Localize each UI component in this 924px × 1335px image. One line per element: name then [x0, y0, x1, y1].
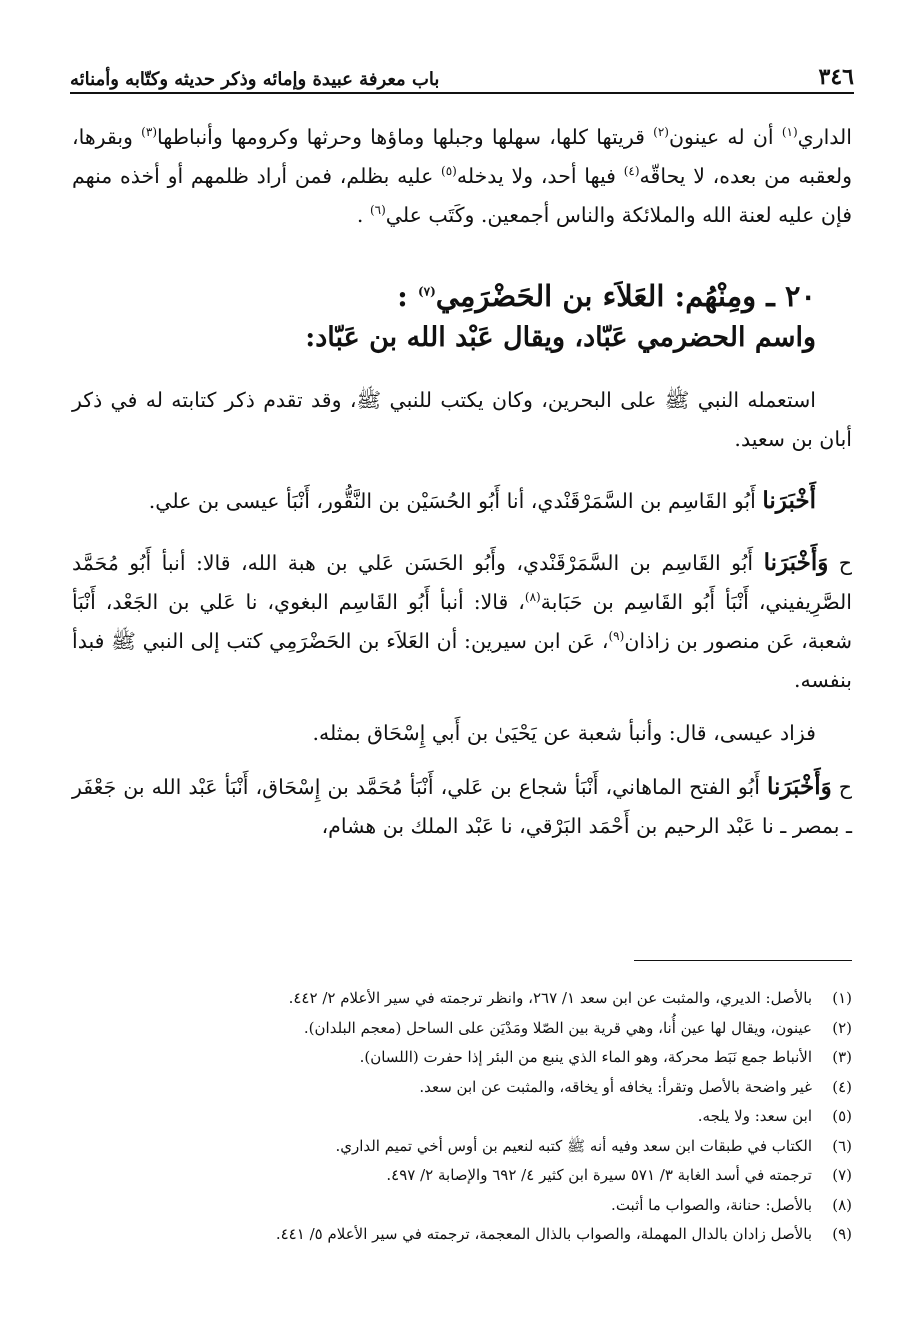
text-run: ، عَن ابن سيرين: أن العَلاَء بن الحَضْرَمِي كتب إلى النبي ﷺ فبدأ بنفسه.: [72, 629, 852, 692]
footnote-item: [72, 1191, 852, 1221]
text-run: أَبُو القَاسِم بن السَّمَرْقَنْدي، وأَبُو الحَسَن عَلي بن هبة الله، قالا: أنبأ أَبُو مُحَمَّد الصَّرِيفيني، أَنْبَأ أَبُو القَاسِم بن حَبَابة: [72, 551, 852, 614]
footnote-text: الأنباط جمع نَبَط محركة، وهو الماء الذي ينبع من البئر إذا حفرت (اللسان).: [359, 1048, 812, 1066]
footnote-text: بالأصل: حنانة، والصواب ما أثبت.: [611, 1195, 812, 1214]
footnote-item: [72, 1102, 852, 1132]
keyword-akhbarana: وَأَخْبَرَنا: [763, 549, 829, 576]
text-run: أَبُو الفتح الماهاني، أَنْبَأ شجاع بن عَلي، أَنْبَأ مُحَمَّد بن إِسْحَاق، أَنْبَأ عَبْد الله بن جَعْفَر ـ بمصر ـ نا عَبْد الرحيم بن أَحْمَد البَرْقي، نا عَبْد الملك بن هشام،: [72, 775, 852, 838]
footnote-text: بالأصل زادان بالدال المهملة، والصواب بالذال المعجمة، ترجمته في سير الأعلام ٥/ ٤٤١.: [275, 1225, 812, 1243]
footnote-item: [72, 1220, 852, 1250]
main-text: [72, 118, 852, 846]
footnote-item: [72, 1043, 852, 1073]
text-run: فيها أحد، ولا يدخله: [456, 164, 624, 188]
footnote-number: (١): [832, 989, 852, 1007]
text-run: ، قالا: أنبأ أَبُو القَاسِم البغوي، نا عَلي بن الجَعْد، أَنْبَأ شعبة، عَن منصور بن زاذان: [72, 590, 853, 653]
header-rule: [70, 92, 854, 94]
section-heading: [72, 275, 852, 359]
footnote-ref[interactable]: (٣): [141, 125, 157, 140]
paragraph-isnad-1: [72, 481, 852, 521]
text-run: قريتها كلها، سهلها وجبلها وماؤها وحرثها وكرومها وأنباطها: [157, 125, 654, 149]
heading-text: :: [397, 279, 418, 313]
heading-line-1: [397, 279, 816, 313]
footnote-ref[interactable]: (٦): [369, 203, 386, 218]
footnote-item: [72, 1161, 852, 1191]
footnote-number: (٢): [832, 1018, 852, 1037]
heading-line-2: واسم الحضرمي عَبّاد، ويقال عَبْد الله بن عَبّاد:: [305, 322, 816, 353]
footnote-text: الكتاب في طبقات ابن سعد وفيه أنه ﷺ كتبه لنعيم بن أوس أخي تميم الداري.: [335, 1136, 812, 1155]
footnote-number: (٨): [832, 1195, 852, 1214]
footnote-item: [72, 1132, 852, 1162]
ha-marker: ح: [828, 551, 853, 575]
paragraph-addition: فزاد عيسى، قال: وأنبأ شعبة عن يَحْيَىٰ بن أَبي إِسْحَاق بمثله.: [312, 721, 816, 745]
ha-marker: ح: [831, 775, 853, 799]
footnote-text: عينون، ويقال لها عين أُنا، وهي قرية بين الصّلا ومَدْيَن على الساحل (معجم البلدان).: [303, 1018, 812, 1037]
footnote-ref[interactable]: (٢): [653, 125, 669, 140]
text-run: .: [356, 203, 370, 227]
paragraph-letter-text: [72, 118, 852, 235]
footnote-number: (٦): [832, 1136, 852, 1155]
page-header: [70, 56, 854, 90]
footnote-ref[interactable]: (٥): [441, 164, 457, 179]
footnote-text: ابن سعد: ولا يلجه.: [697, 1107, 812, 1125]
footnote-ref[interactable]: (١): [781, 125, 798, 140]
footnote-separator: [634, 960, 852, 961]
paragraph-intro: استعمله النبي ﷺ على البحرين، وكان يكتب للنبي ﷺ، وقد تقدم ذكر كتابته له في ذكر أبان بن سعيد.: [72, 388, 852, 451]
footnote-item: [72, 984, 852, 1014]
text-run: الداري: [797, 125, 852, 149]
footnote-text: غير واضحة بالأصل وتقرأ: يخافه أو يخاقه، والمثبت عن ابن سعد.: [419, 1077, 812, 1096]
footnote-item: [72, 1073, 852, 1103]
page-number: ٣٤٦: [818, 64, 854, 90]
footnote-ref[interactable]: (٨): [524, 590, 541, 605]
paragraph-isnad-2: [72, 543, 852, 700]
text-run: عليه بظلم، فمن أراد ظلمهم أو أخذه منهم فإن عليه لعنة الله والملائكة والناس أجمعين. وكَتَب علي: [72, 164, 852, 227]
footnote-number: (٣): [832, 1048, 852, 1066]
footnote-ref[interactable]: (٩): [608, 629, 625, 644]
footnote-ref[interactable]: (٧): [417, 284, 436, 299]
text-run: وبقرها، ولعقبه من بعده، لا يحاقّه: [72, 125, 852, 188]
footnote-ref[interactable]: (٤): [623, 164, 640, 179]
footnote-text: ترجمته في أسد الغابة ٣/ ٥٧١ سيرة ابن كثير ٤/ ٦٩٢ والإصابة ٢/ ٤٩٧.: [386, 1166, 812, 1184]
footnote-number: (٥): [832, 1107, 852, 1125]
footnote-text: بالأصل: الديري، والمثبت عن ابن سعد ١/ ٢٦٧، وانظر ترجمته في سير الأعلام ٢/ ٤٤٢.: [288, 989, 812, 1007]
footnote-number: (٤): [832, 1077, 852, 1096]
keyword-akhbarana: أَخْبَرَنا: [762, 487, 816, 514]
paragraph-isnad-3: [72, 767, 852, 846]
footnotes: [72, 984, 852, 1250]
text-run: أَبُو القَاسِم بن السَّمَرْقَنْدي، أنا أَبُو الحُسَيْن بن النَّقُّور، أَنْبَأ عيسى بن علي.: [148, 489, 763, 513]
footnote-item: [72, 1014, 852, 1044]
footnote-number: (٧): [832, 1166, 852, 1184]
keyword-akhbarana: وَأَخْبَرَنا: [766, 773, 832, 800]
heading-text: ٢٠ ـ ومِنْهُم: العَلاَء بن الحَضْرَمِي: [435, 279, 816, 313]
running-title: باب معرفة عبيدة وإمائه وذكر حديثه وكتّابه وأمنائه: [70, 69, 440, 90]
text-run: أن له عينون: [668, 125, 782, 149]
footnote-number: (٩): [832, 1225, 852, 1243]
